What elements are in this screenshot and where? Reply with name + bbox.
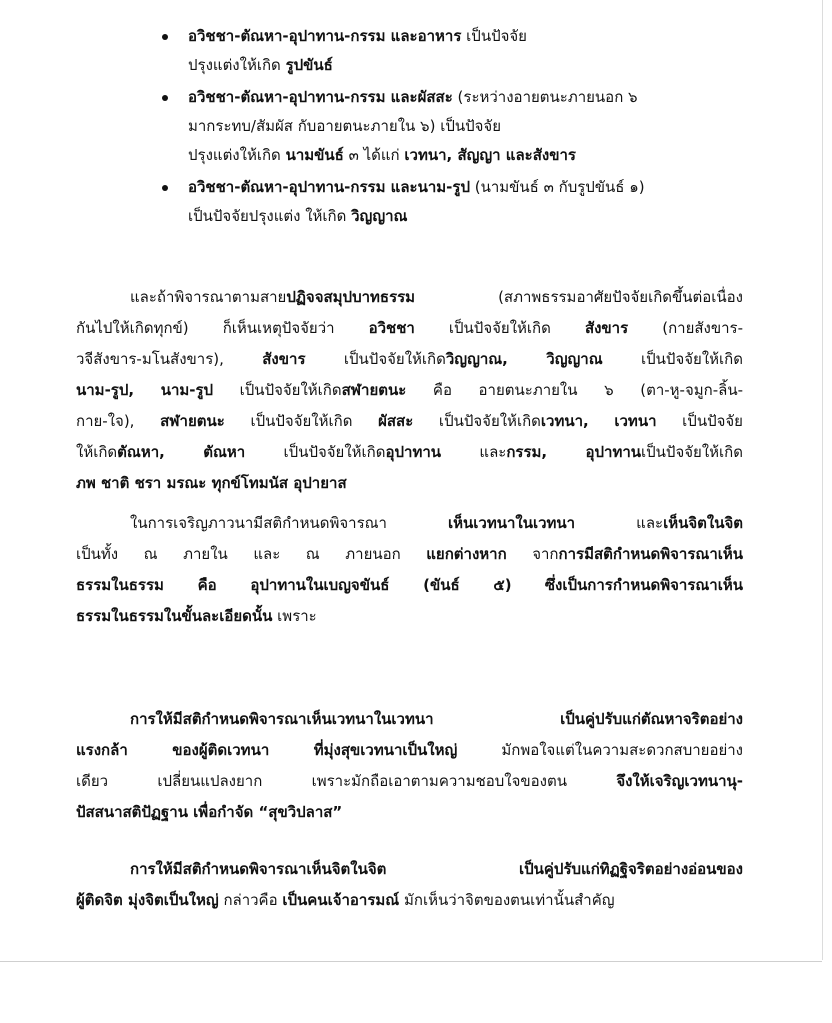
text-run: เป็นปัจจัยให้เกิด — [245, 443, 386, 461]
text-run: (นามขันธ์ ๓ กับรูปขันธ์ ๑) — [469, 178, 645, 196]
bold-text: เวทนา — [614, 412, 657, 430]
bold-text: สฬายตนะ — [341, 381, 407, 399]
text-line — [76, 375, 743, 406]
text-run — [434, 710, 561, 728]
bold-text: กรรม, — [506, 443, 548, 461]
bold-text: เป็นคู่ปรับแก่ทิฏฐิจริตอย่างอ่อนของ — [518, 860, 743, 878]
text-line — [188, 141, 760, 170]
text-run: เดียว เปลี่ยนแปลงยาก เพราะมักถือเอาตามความชอบใจของตน — [76, 772, 617, 790]
bold-text: วิญญาณ, — [445, 350, 508, 368]
text-run: มักเห็นว่าจิตของตนเท่านั้นสำคัญ — [399, 891, 615, 909]
text-run: และ — [575, 514, 664, 532]
text-run — [165, 443, 203, 461]
bold-text: ตัณหา — [203, 443, 246, 461]
text-line — [76, 313, 743, 344]
text-run: และ — [441, 443, 507, 461]
text-line — [188, 112, 760, 141]
text-run — [589, 412, 615, 430]
text-run: (ระหว่างอายตนะภายนอก ๖ — [452, 88, 638, 106]
text-run — [547, 443, 585, 461]
text-line — [76, 601, 743, 632]
text-line — [76, 704, 743, 735]
bold-text: ธรรมในธรรมในขั้นละเอียดนั้น — [76, 607, 273, 625]
paragraph — [76, 282, 743, 499]
text-run: ให้เกิด — [76, 443, 118, 461]
text-run: ปรุงแต่งให้เกิด — [188, 56, 286, 74]
text-run: กันไปให้เกิดทุกข์) ก็เห็นเหตุปัจจัยว่า — [76, 319, 369, 337]
bold-text: เห็นจิตในจิต — [663, 514, 743, 532]
text-line — [76, 766, 743, 797]
bold-text: ผัสสะ — [378, 412, 414, 430]
bold-text: เวทนา, สัญญา และสังขาร — [404, 146, 576, 164]
text-line — [188, 173, 760, 202]
bullet-item — [160, 83, 760, 170]
bold-text: ปฏิจจสมุปบาทธรรม — [286, 288, 416, 306]
bold-text: วิญญาณ — [546, 350, 603, 368]
text-run: เป็นปัจจัยให้เกิด — [413, 412, 541, 430]
text-run: กล่าวคือ — [218, 891, 283, 909]
text-line — [76, 437, 743, 468]
bold-text: นาม-รูป — [160, 381, 214, 399]
text-line — [188, 51, 760, 80]
text-run — [134, 381, 161, 399]
bold-text: วิญญาณ — [351, 207, 408, 225]
text-run — [386, 860, 519, 878]
text-run: เป็นปัจจัยให้เกิด — [305, 350, 446, 368]
bold-text: เวทนา, — [540, 412, 589, 430]
text-line — [188, 22, 760, 51]
bold-text: อุปาทาน — [585, 443, 642, 461]
text-run: กาย-ใจ), — [76, 412, 161, 430]
text-run: เป็นปัจจัยให้เกิด — [414, 319, 585, 337]
bold-text: สังขาร — [584, 319, 629, 337]
text-run: มากระทบ/สัมผัส กับอายตนะภายใน ๖) เป็นปัจจัย — [188, 117, 501, 135]
paragraph — [76, 854, 743, 916]
text-run: เพราะ — [272, 607, 317, 625]
text-run: คือ อายตนะภายใน ๖ (ตา-หู-จมูก-ลิ้น- — [406, 381, 743, 399]
text-run: เป็นปัจจัยให้เกิด — [224, 412, 379, 430]
text-run: วจีสังขาร-มโนสังขาร), — [76, 350, 263, 368]
bold-text: อวิชชา-ตัณหา-อุปาทาน-กรรม และอาหาร — [188, 27, 462, 45]
bold-text: สฬายตนะ — [160, 412, 225, 430]
text-run: และถ้าพิจารณาตามสาย — [130, 288, 287, 306]
bold-text: นาม-รูป, — [76, 381, 135, 399]
text-line — [76, 797, 743, 828]
bullet-icon — [162, 185, 168, 191]
text-run: เป็นปัจจัย — [656, 412, 743, 430]
bold-text: จึงให้เจริญเวทนานุ- — [616, 772, 743, 790]
bold-text: การมีสติกำหนดพิจารณาเห็น — [558, 545, 744, 563]
text-line — [76, 735, 743, 766]
bold-text: แรงกล้า ของผู้ติดเวทนา ที่มุ่งสุขเวทนาเป็นใหญ่ — [76, 741, 458, 759]
text-line — [76, 570, 743, 601]
text-run: ๓ ได้แก่ — [343, 146, 405, 164]
bold-text: เห็นเวทนาในเวทนา — [448, 514, 576, 532]
bold-text: อวิชชา-ตัณหา-อุปาทาน-กรรม และนาม-รูป — [188, 178, 470, 196]
text-line — [76, 508, 743, 539]
bold-text: ผู้ติดจิต มุ่งจิตเป็นใหญ่ — [76, 891, 219, 909]
text-run: เป็นปัจจัย — [461, 27, 527, 45]
bold-text: ซึ่งเป็นการกำหนดพิจารณาเห็น — [544, 576, 743, 594]
text-line — [76, 539, 743, 570]
bold-text: เป็นคู่ปรับแก่ตัณหาจริตอย่าง — [560, 710, 743, 728]
text-run: เป็นทั้ง ณ ภายใน และ ณ ภายนอก — [76, 545, 427, 563]
bold-text: รูปขันธ์ — [285, 56, 333, 74]
text-run: เป็นปัจจัยให้เกิด — [641, 443, 743, 461]
text-line — [188, 83, 760, 112]
bullet-item — [160, 173, 760, 231]
text-run — [508, 350, 546, 368]
bold-text: อุปาทาน — [385, 443, 442, 461]
text-line — [76, 282, 743, 313]
bold-text: ตัณหา, — [117, 443, 165, 461]
bullet-icon — [162, 95, 168, 101]
text-line — [188, 202, 760, 231]
paragraph — [76, 508, 743, 632]
paragraph — [76, 704, 743, 828]
bold-text: การให้มีสติกำหนดพิจารณาเห็นเวทนาในเวทนา — [130, 710, 434, 728]
text-run: ปรุงแต่งให้เกิด — [188, 146, 286, 164]
text-run: เป็นปัจจัยให้เกิด — [213, 381, 342, 399]
bullet-list — [160, 22, 760, 234]
text-run — [512, 576, 545, 594]
bold-text: เป็นคนเจ้าอารมณ์ — [282, 891, 400, 909]
viewer-background — [0, 962, 832, 1023]
text-line — [76, 406, 743, 437]
text-line — [76, 854, 743, 885]
text-run: จาก — [506, 545, 559, 563]
text-run: ในการเจริญภาวนามีสติกำหนดพิจารณา — [130, 514, 449, 532]
bold-text: นามขันธ์ — [285, 146, 344, 164]
bullet-item — [160, 22, 760, 80]
bold-text: อวิชชา — [368, 319, 415, 337]
bullet-icon — [162, 34, 168, 40]
bold-text: ปัสสนาสติปัฏฐาน เพื่อกำจัด “สุขวิปลาส” — [76, 803, 343, 821]
text-line — [76, 468, 743, 499]
text-line — [76, 344, 743, 375]
bold-text: อวิชชา-ตัณหา-อุปาทาน-กรรม และผัสสะ — [188, 88, 453, 106]
text-line — [76, 885, 743, 916]
text-run: เป็นปัจจัยให้เกิด — [602, 350, 743, 368]
text-run: (กายสังขาร- — [628, 319, 743, 337]
bold-text: ธรรมในธรรม คือ อุปาทานในเบญจขันธ์ (ขันธ์ ๕) — [76, 576, 512, 594]
bold-text: การให้มีสติกำหนดพิจารณาเห็นจิตในจิต — [130, 860, 387, 878]
text-run: มักพอใจแต่ในความสะดวกสบายอย่าง — [457, 741, 743, 759]
bold-text: ภพ ชาติ ชรา มรณะ ทุกข์โทมนัส อุปายาส — [76, 474, 347, 492]
text-run: (สภาพธรรมอาศัยปัจจัยเกิดขึ้นต่อเนื่อง — [415, 288, 743, 306]
bold-text: แยกต่างหาก — [426, 545, 507, 563]
bold-text: สังขาร — [262, 350, 306, 368]
text-run: เป็นปัจจัยปรุงแต่ง ให้เกิด — [188, 207, 352, 225]
